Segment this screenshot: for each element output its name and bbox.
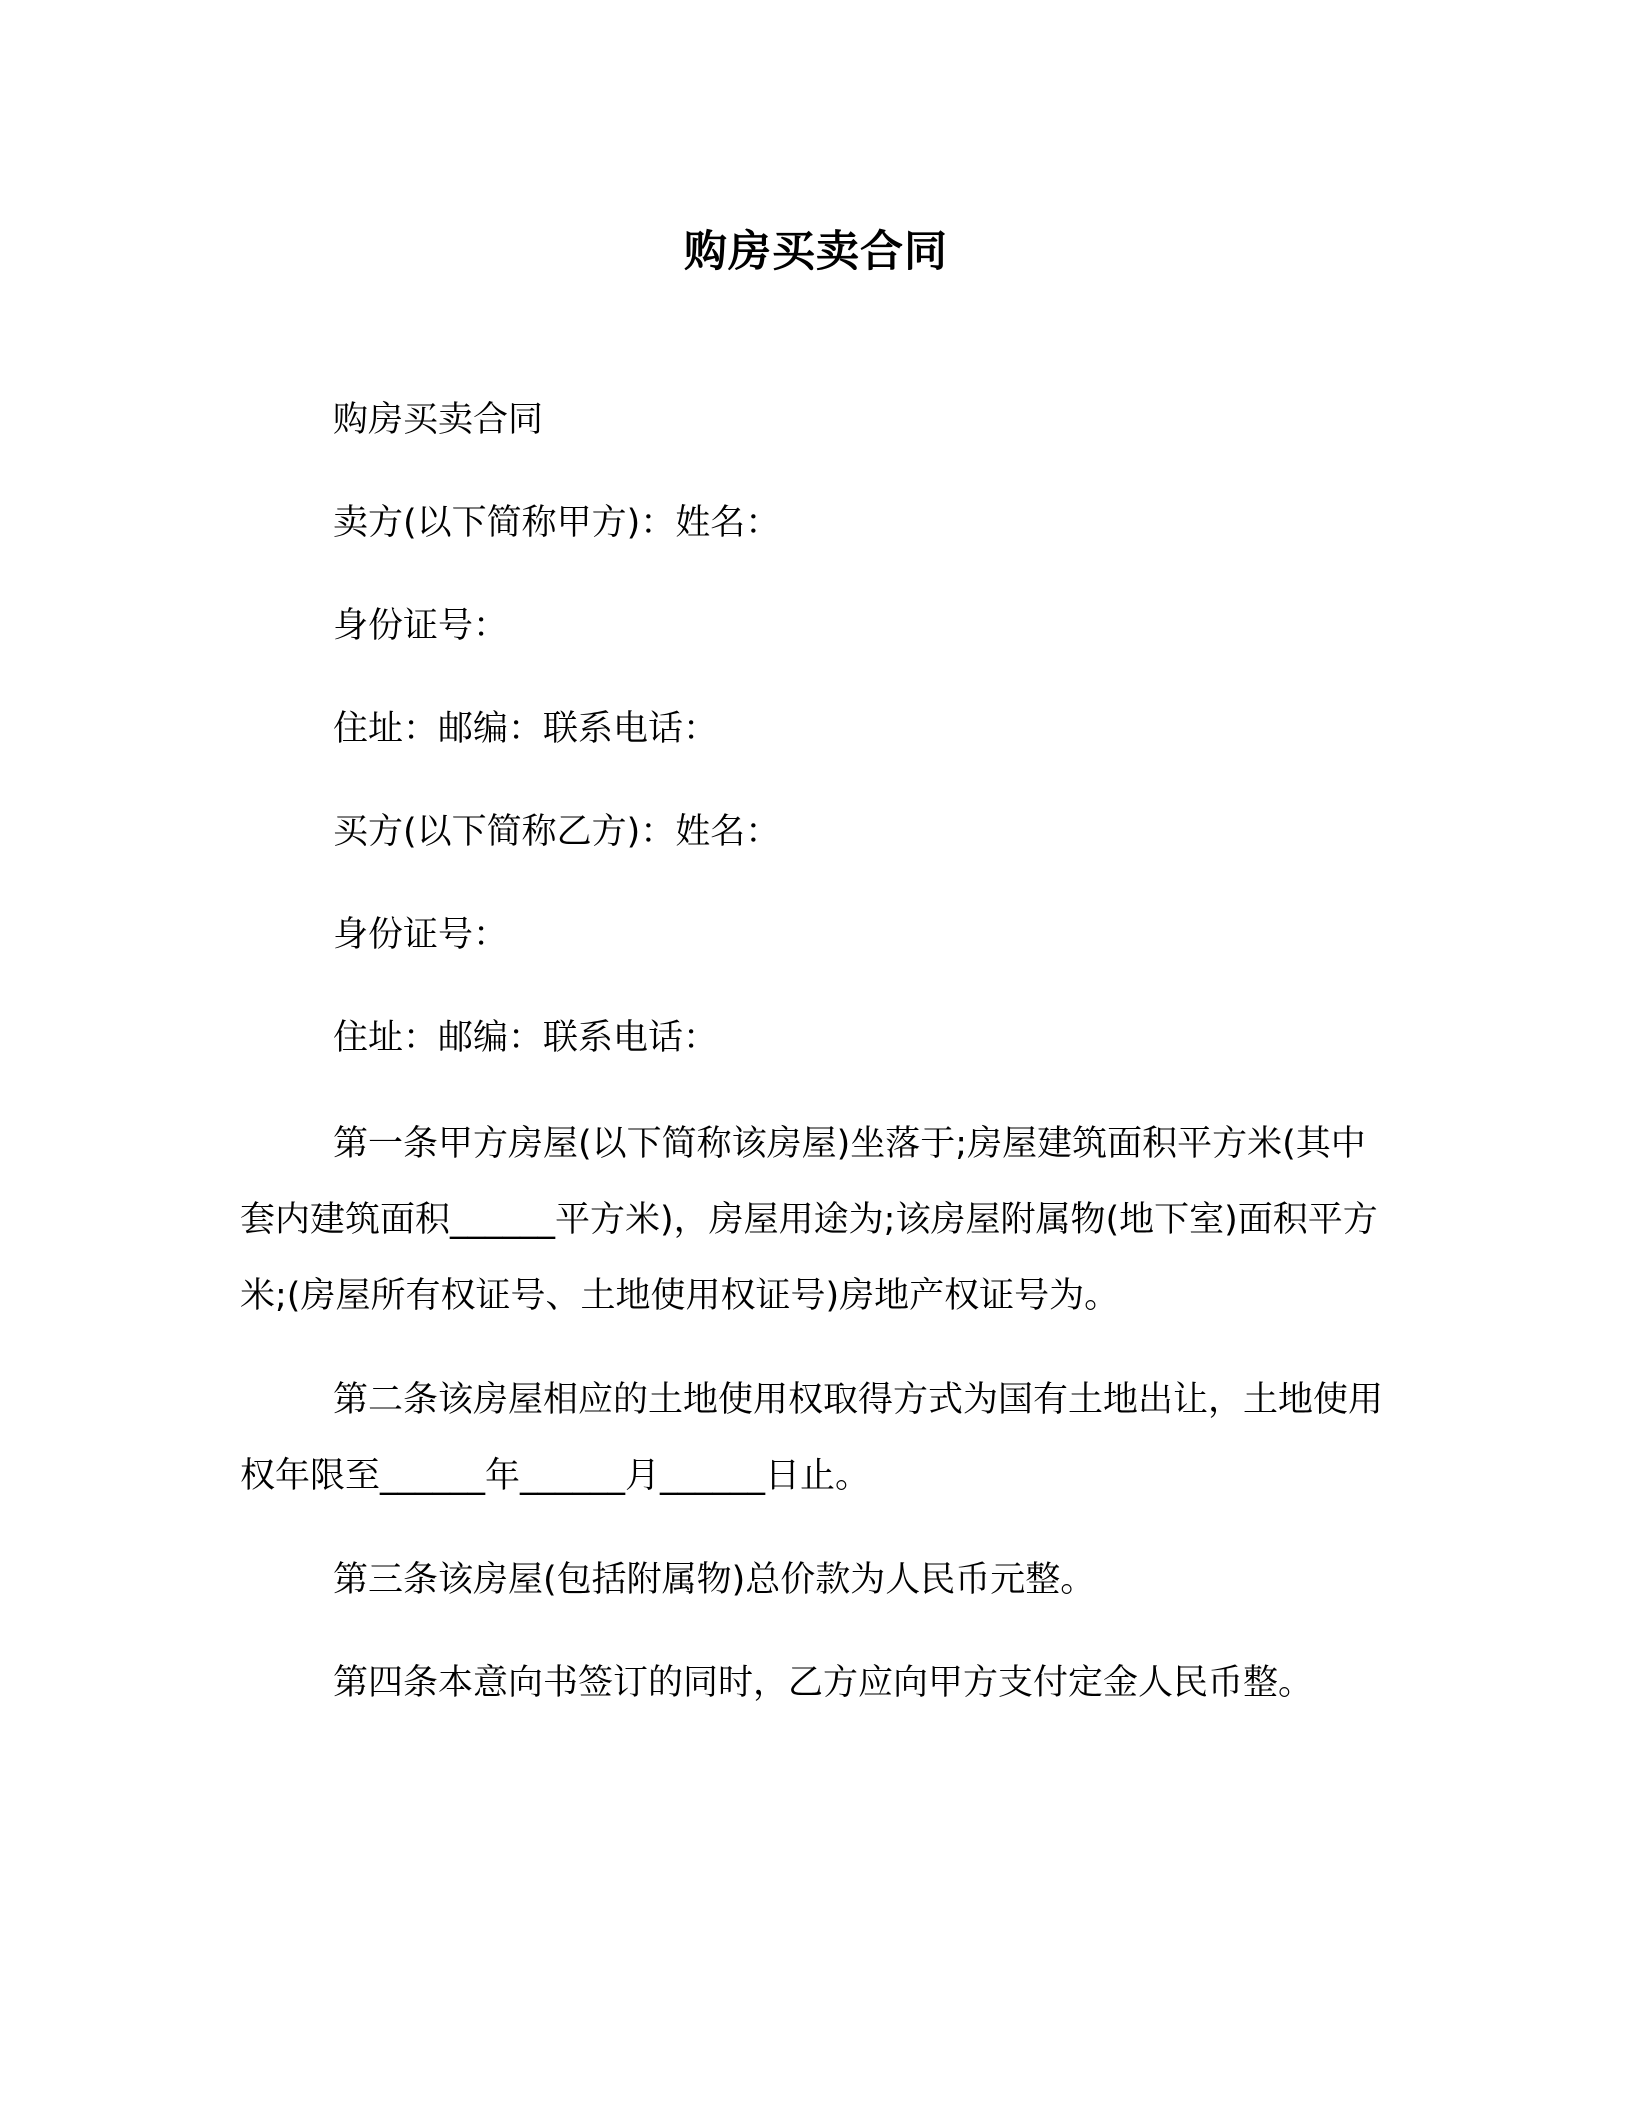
article-4: 第四条本意向书签订的同时，乙方应向甲方支付定金人民币整。 bbox=[333, 1663, 1314, 1703]
article-1: 第一条甲方房屋(以下简称该房屋)坐落于;房屋建筑面积平方米(其中套内建筑面积______平方米)，房屋用途为;该房屋附属物(地下室)面积平方米;(房屋所有权证号、土地使用权证号)房地产权证号为。 bbox=[240, 1124, 1378, 1316]
buyer-id-line: 身份证号： bbox=[333, 915, 509, 955]
document-title: 购房买卖合同 bbox=[684, 227, 948, 277]
contract-heading: 购房买卖合同 bbox=[333, 400, 544, 440]
seller-name-line: 卖方(以下简称甲方)：姓名： bbox=[333, 503, 781, 543]
seller-id-line: 身份证号： bbox=[333, 606, 509, 646]
seller-address-line: 住址：邮编：联系电话： bbox=[333, 709, 719, 749]
article-2: 第二条该房屋相应的土地使用权取得方式为国有土地出让，土地使用权年限至______年______月______日止。 bbox=[240, 1380, 1384, 1496]
article-3: 第三条该房屋(包括附属物)总价款为人民币元整。 bbox=[333, 1560, 1096, 1600]
buyer-address-line: 住址：邮编：联系电话： bbox=[333, 1018, 719, 1058]
buyer-name-line: 买方(以下简称乙方)：姓名： bbox=[333, 812, 781, 852]
